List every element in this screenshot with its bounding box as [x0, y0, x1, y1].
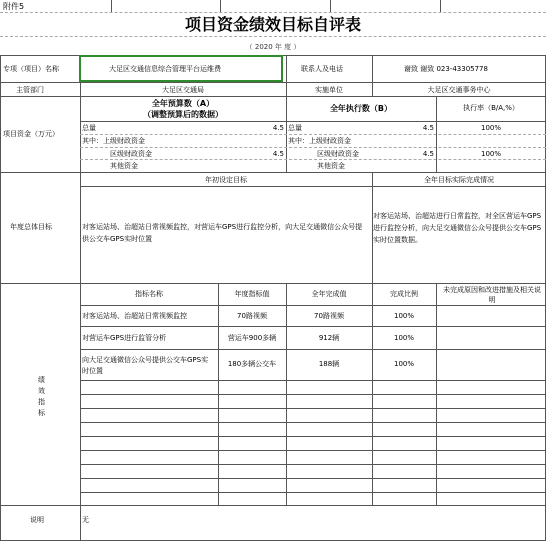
actual-goal-header: 全年目标实际完成情况	[424, 176, 494, 184]
funds-row-district-label: 区级财政资金	[110, 150, 152, 158]
contact-value[interactable]: 谢致 谢致 023-43305778	[404, 65, 488, 73]
funds-row-district-rate[interactable]: 100%	[480, 150, 501, 158]
indicator-row-2-ratio[interactable]: 100%	[393, 334, 414, 342]
indicator-reason-header: 未完成原因和改进措施及相关说明	[443, 286, 541, 304]
indicator-row-1-target[interactable]: 70路视频	[237, 312, 267, 320]
remarks-label: 说明	[30, 516, 44, 524]
funds-row-total-label-b: 总量	[288, 124, 302, 132]
actual-goal-text[interactable]: 对客运站场、治超站进行日常监控，对全区营运车GPS进行监控分析，向大足交通微信公众号提供公交车GPS实时位置数据。	[373, 212, 542, 244]
project-name-label: 专项（项目）名称	[3, 65, 59, 73]
funds-row-total-a[interactable]: 4.5	[272, 124, 284, 132]
funds-row-total-b[interactable]: 4.5	[422, 124, 434, 132]
initial-goal-text[interactable]: 对客运站场、治超站日常视频监控，对营运车GPS进行监控分析，向大足交通微信公众号提供公交车GPS实时位置	[82, 223, 363, 243]
dept-label: 主管部门	[16, 86, 44, 94]
initial-goal-header: 年初设定目标	[205, 176, 247, 184]
indicator-row-3-ratio[interactable]: 100%	[393, 360, 414, 368]
indicator-row-1-name[interactable]: 对客运站场、治超站日常视频监控	[82, 312, 187, 320]
contact-label: 联系人及电话	[301, 65, 343, 73]
funds-row-district-label-b: 区级财政资金	[317, 150, 359, 158]
funds-row-total-label: 总量	[82, 124, 96, 132]
form-title: 项目资金绩效目标自评表	[184, 15, 361, 34]
annual-goal-label: 年度总体目标	[10, 223, 52, 231]
funds-row-total-rate[interactable]: 100%	[480, 124, 501, 132]
indicator-row-2-done[interactable]: 912辆	[318, 334, 340, 342]
funds-row-district-b[interactable]: 4.5	[422, 150, 434, 158]
dept-value[interactable]: 大足区交通局	[162, 86, 204, 94]
budget-header-line1: 全年预算数（A）	[151, 99, 215, 108]
indicator-target-header: 年度指标值	[234, 290, 270, 298]
indicator-row-2-target[interactable]: 营运车900多辆	[227, 334, 277, 342]
budget-header-line2: （调整预算后的数据）	[143, 110, 223, 119]
funds-label: 项目资金（万元）	[3, 130, 59, 138]
indicator-row-1-ratio[interactable]: 100%	[393, 312, 414, 320]
remarks-value[interactable]: 无	[82, 516, 89, 524]
performance-indicator-label: 绩效指标	[38, 376, 45, 417]
indicator-row-2-name[interactable]: 对营运车GPS进行监管分析	[82, 334, 167, 342]
indicator-row-3-done[interactable]: 188辆	[318, 360, 340, 368]
funds-row-upper-label-b: 其中：上级财政资金	[288, 137, 351, 145]
impl-unit-value[interactable]: 大足区交通事务中心	[427, 86, 491, 94]
indicator-row-1-done[interactable]: 70路视频	[314, 312, 344, 320]
year-subtitle: （ 2020 年 度 ）	[245, 43, 301, 51]
project-name-value[interactable]: 大足区交通信息综合管理平台运维费	[109, 65, 221, 73]
impl-unit-label: 实施单位	[315, 86, 343, 94]
exec-rate-header: 执行率（B/A,%）	[463, 104, 519, 112]
indicator-name-header: 指标名称	[135, 290, 163, 298]
funds-row-district-a[interactable]: 4.5	[272, 150, 284, 158]
indicator-done-header: 全年完成值	[311, 290, 347, 298]
funds-row-other-label-b: 其他资金	[317, 162, 345, 170]
exec-header: 全年执行数（B）	[329, 104, 393, 113]
indicator-row-3-name[interactable]: 向大足交通微信公众号提供公交车GPS实时位置	[82, 356, 209, 375]
indicator-row-3-target[interactable]: 180多辆公交车	[227, 360, 277, 368]
attachment-label: 附件5	[3, 2, 25, 11]
indicator-ratio-header: 完成比例	[390, 290, 418, 298]
funds-row-other-label: 其他资金	[110, 162, 138, 170]
funds-row-upper-label: 其中：上级财政资金	[82, 137, 145, 145]
